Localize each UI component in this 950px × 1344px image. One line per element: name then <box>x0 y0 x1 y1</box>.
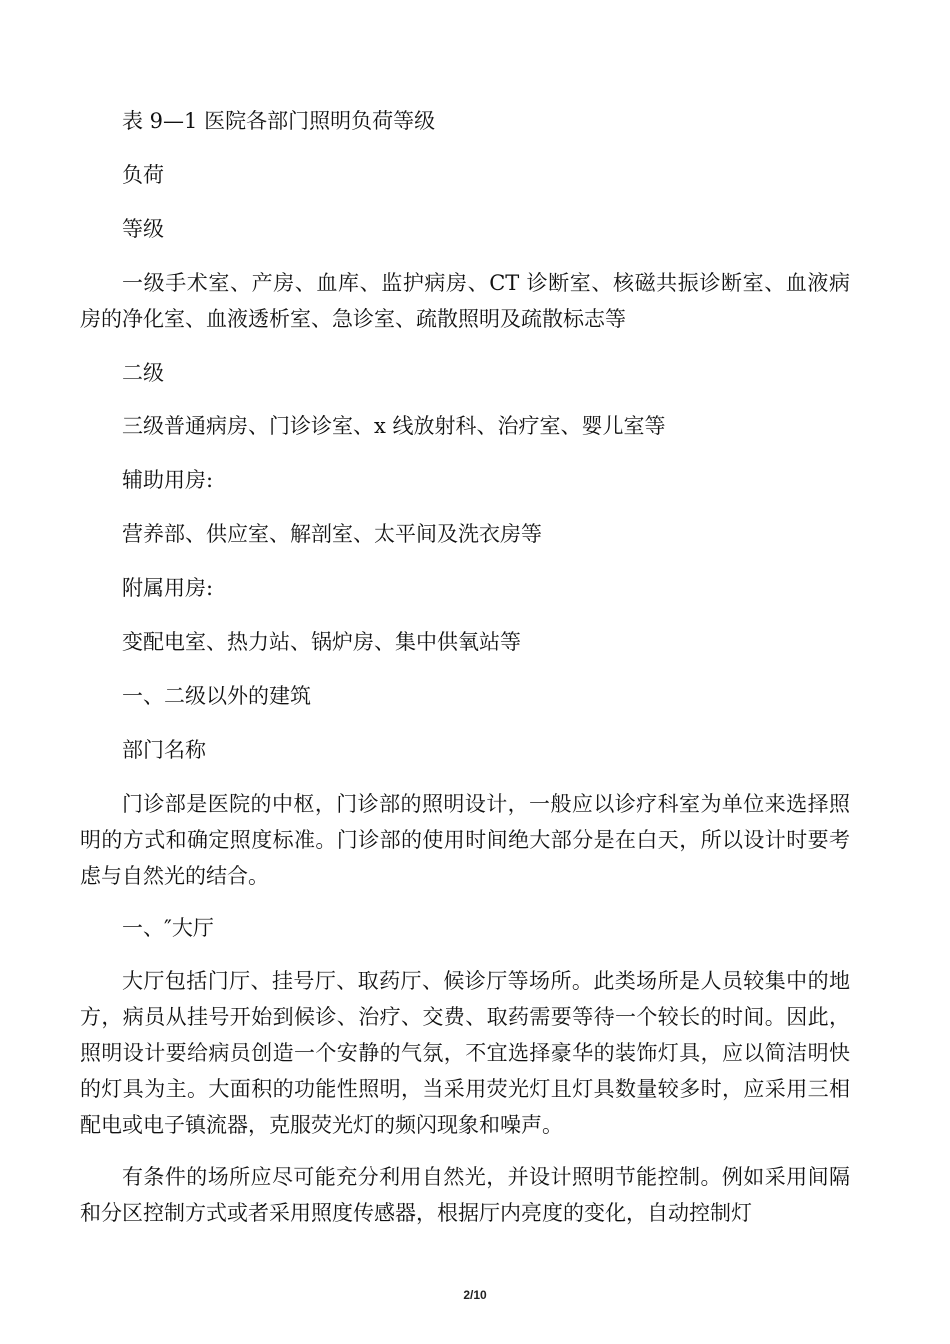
attached-items: 变配电室、热力站、锅炉房、集中供氧站等 <box>122 630 521 654</box>
other-buildings: 一、二级以外的建筑 <box>122 684 311 708</box>
attached-label: 附属用房: <box>122 576 214 600</box>
dept-name: 部门名称 <box>122 738 206 762</box>
level2-paragraph: 二级 <box>122 361 164 385</box>
header-level: 等级 <box>122 217 164 241</box>
level3-paragraph: 三级普通病房、门诊诊室、x 线放射科、治疗室、婴儿室等 <box>122 414 666 438</box>
outpatient-paragraph: 门诊部是医院的中枢，门诊部的照明设计，一般应以诊疗科室为单位来选择照明的方式和确定照度标准。门诊部的使用时间绝大部分是在白天，所以设计时要考虑与自然光的结合。 <box>80 792 850 888</box>
auxiliary-items: 营养部、供应室、解剖室、太平间及洗衣房等 <box>122 522 542 546</box>
table-title: 表 9—1 医院各部门照明负荷等级 <box>122 109 436 133</box>
hall-paragraph: 大厅包括门厅、挂号厅、取药厅、候诊厅等场所。此类场所是人员较集中的地方，病员从挂号开始到候诊、治疗、交费、取药需要等待一个较长的时间。因此，照明设计要给病员创造一个安静的气氛，不宜选择豪华的装饰灯具，应以简洁明快的灯具为主。大面积的功能性照明，当采用荧光灯且灯具数量较多时，应采用三相配电或电子镇流器，克服荧光灯的频闪现象和噪声。 <box>80 969 850 1137</box>
hall-heading: 一、″大厅 <box>122 916 214 940</box>
header-load: 负荷 <box>122 163 164 187</box>
auxiliary-label: 辅助用房: <box>122 468 214 492</box>
level1-paragraph: 一级手术室、产房、血库、监护病房、CT 诊断室、核磁共振诊断室、血液病房的净化室、血液透析室、急诊室、疏散照明及疏散标志等 <box>80 271 850 331</box>
page-number: 2/10 <box>463 1288 487 1302</box>
natural-light-paragraph: 有条件的场所应尽可能充分利用自然光，并设计照明节能控制。例如采用间隔和分区控制方式或者采用照度传感器，根据厅内亮度的变化，自动控制灯 <box>80 1165 850 1225</box>
